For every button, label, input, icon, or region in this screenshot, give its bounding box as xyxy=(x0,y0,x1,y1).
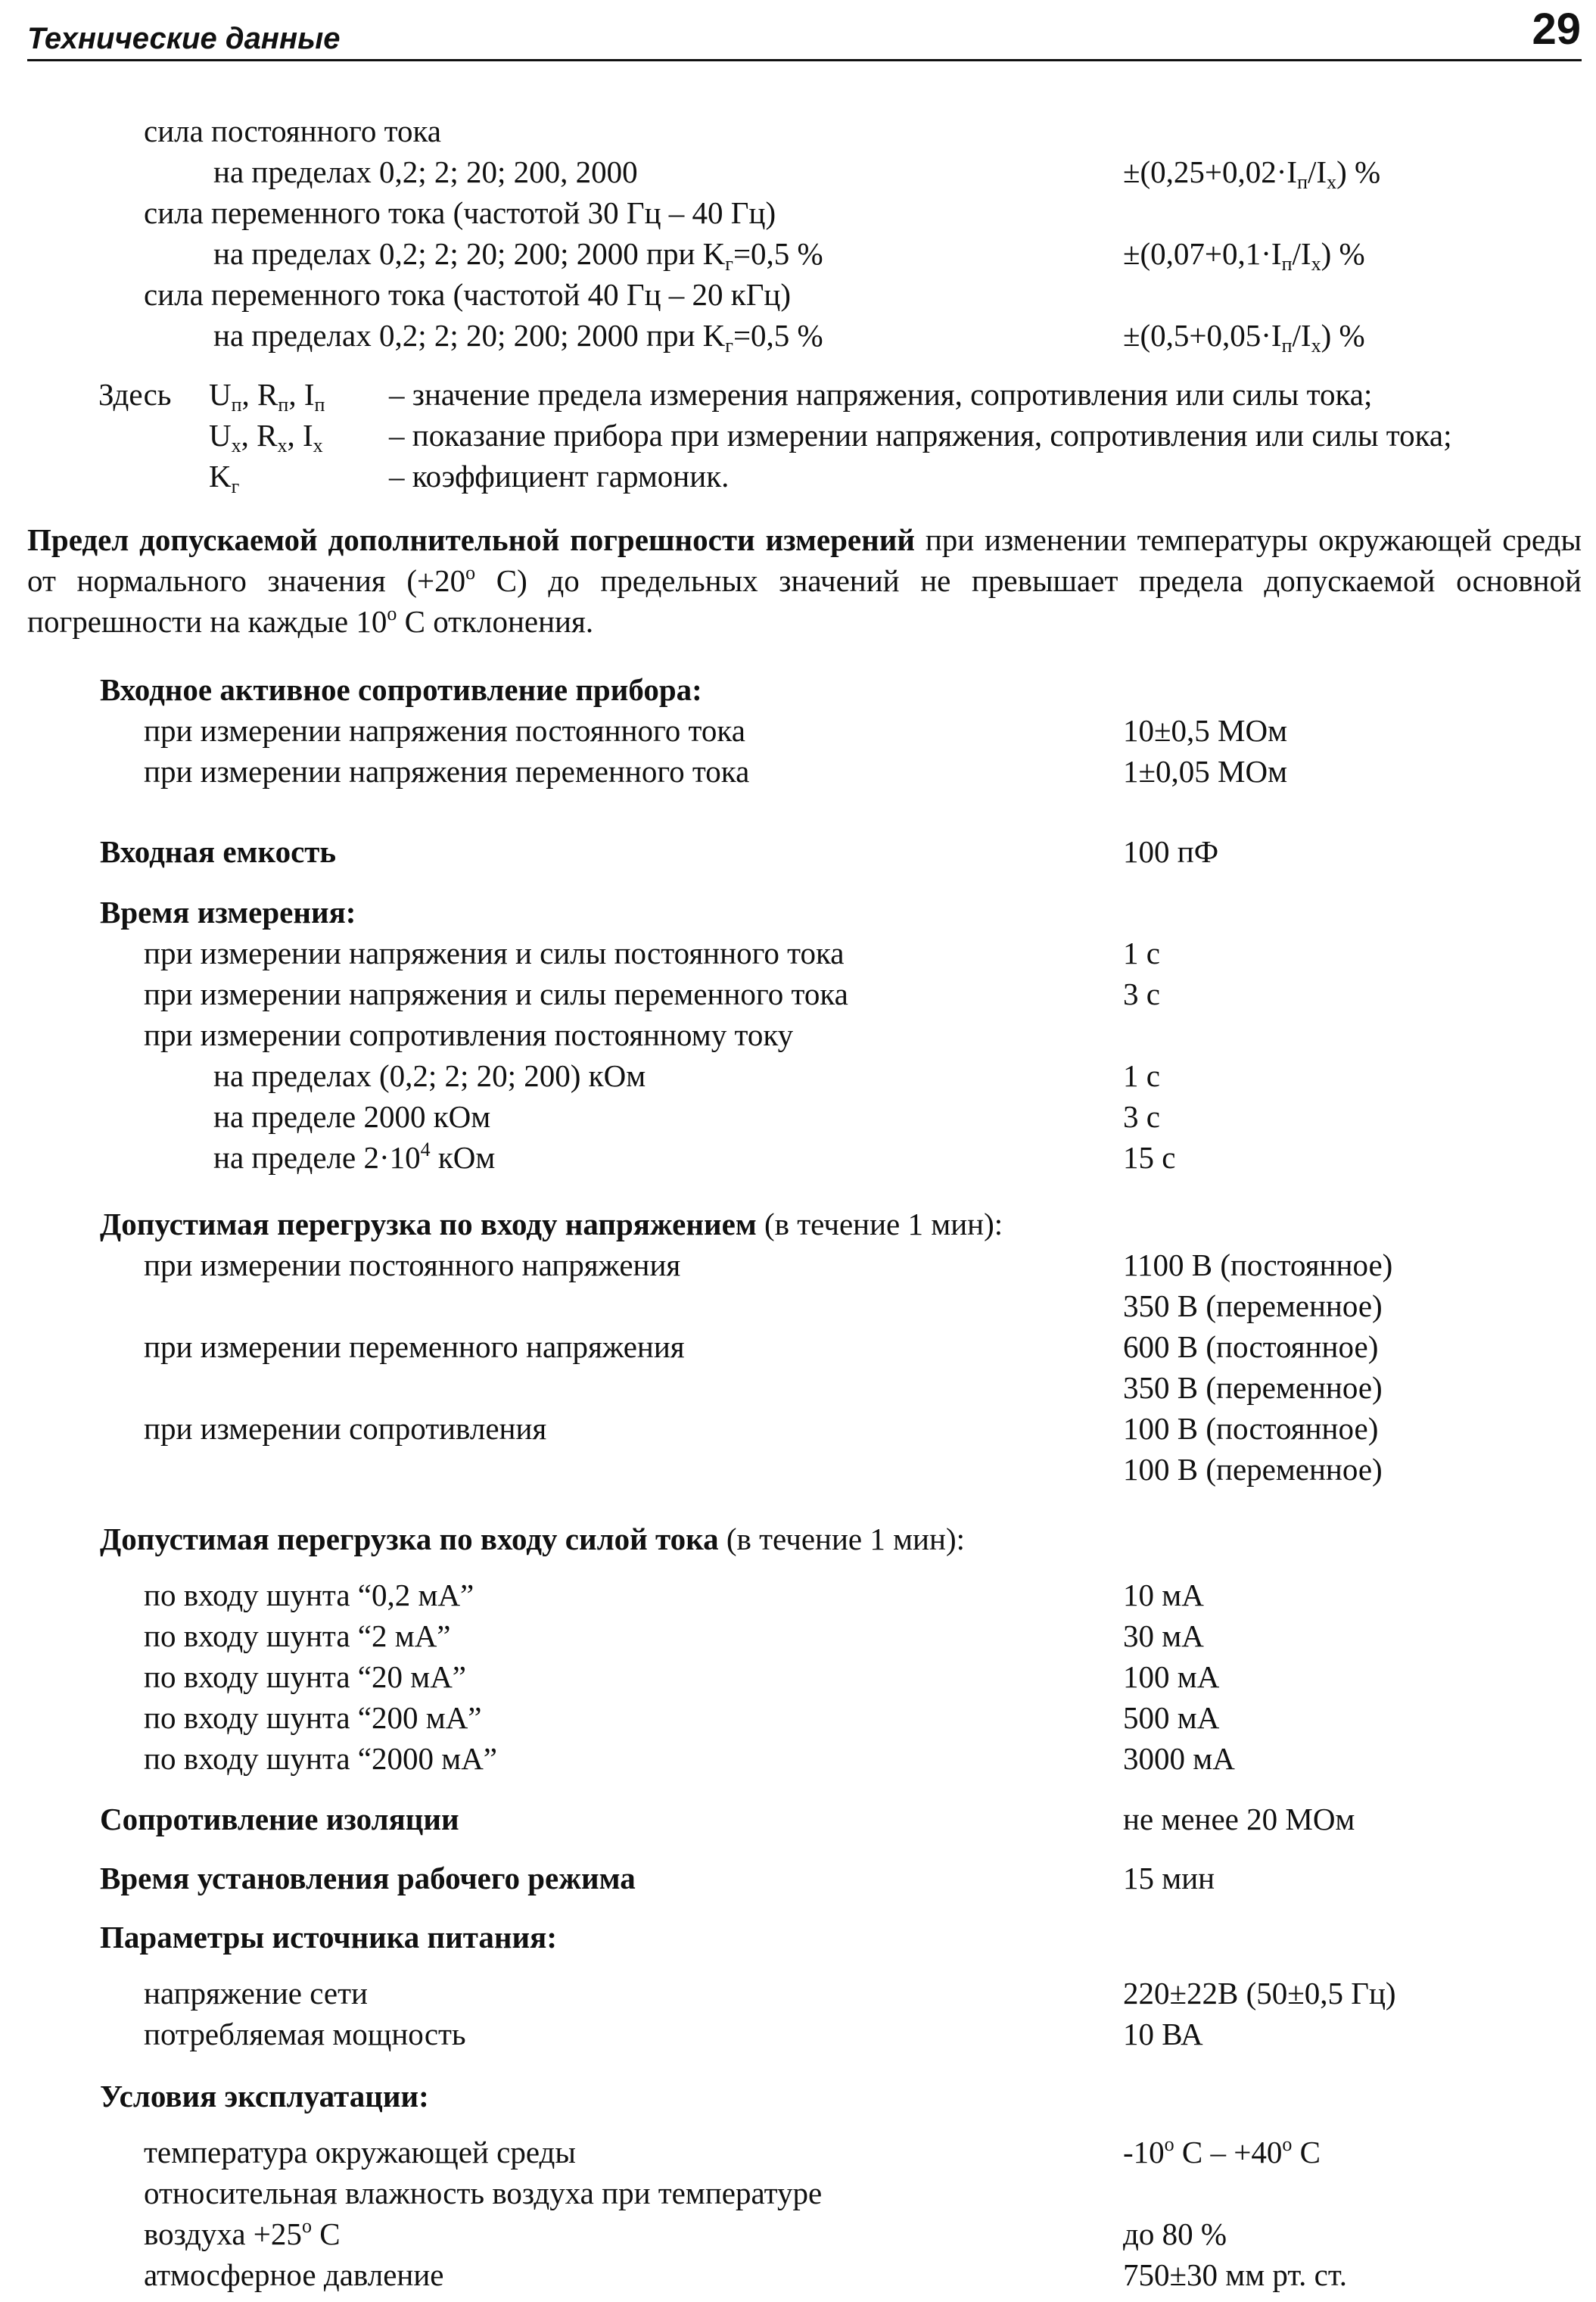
insulation-section xyxy=(0,1799,1596,1839)
spec-row xyxy=(0,192,1596,233)
spec-value: 100 мА xyxy=(1123,1659,1220,1694)
spec-value: 100 В (постоянное) xyxy=(1123,1411,1379,1446)
spec-label: воздуха $+25^o$ C xyxy=(144,2215,341,2251)
section-title-row xyxy=(0,1204,1596,1244)
spec-value: 3 с xyxy=(1123,1099,1160,1134)
section-title: Параметры источника питания: xyxy=(100,1920,557,1955)
section-title: Допустимая перегрузка по входу силой тока (в течение 1 мин): xyxy=(100,1522,965,1556)
spec-value: 10±0,5 МОм xyxy=(1123,713,1288,748)
spec-row xyxy=(0,233,1596,274)
spec-label: на пределах 0,2; 2; 20; 200; 2000 при $K_г=0,5$ % xyxy=(213,236,823,275)
legend-description: – значение предела измерения напряжения, сопротивления или силы тока; xyxy=(389,377,1373,412)
spec-value: -10$^o$ $C - +40^o$ C xyxy=(1123,2133,1321,2170)
spec-label: на пределе 2000 кОм xyxy=(213,1099,491,1134)
current-errors-block xyxy=(0,111,1596,356)
spec-value: 350 В (переменное) xyxy=(1123,1288,1383,1323)
symbol-legend xyxy=(0,374,1596,497)
legend-symbol: $U_п$, $R_п$, $I_п$ xyxy=(209,377,325,416)
spec-value: 220±22В (50±0,5 Гц) xyxy=(1123,1976,1396,2011)
spec-value: 3000 мА xyxy=(1123,1741,1235,1776)
spec-value: 600 В (постоянное) xyxy=(1123,1329,1379,1364)
spec-label: на пределах (0,2; 2; 20; 200) кОм xyxy=(213,1058,646,1093)
spec-row xyxy=(0,1326,1596,1367)
spec-value: $\pm(0,5+0,05\cdot I_п/I_x)$ % xyxy=(1123,318,1365,357)
spec-row xyxy=(0,2254,1596,2295)
spec-row xyxy=(0,315,1596,356)
spec-label: сила переменного тока (частотой 40 Гц – 20 кГц) xyxy=(144,277,792,312)
spec-value: $\pm(0,07+0,1\cdot I_п/I_x)$ % xyxy=(1123,236,1365,275)
spec-value: 3 с xyxy=(1123,977,1160,1011)
spec-label: на пределе $2\cdot 10^4$ кОм xyxy=(213,1139,496,1175)
spec-value: 30 мА xyxy=(1123,1618,1204,1653)
spec-row xyxy=(0,1408,1596,1449)
spec-label: при измерении переменного напряжения xyxy=(144,1329,685,1364)
spec-label: на пределах 0,2; 2; 20; 200; 2000 при $K_г=0,5$ % xyxy=(213,318,823,357)
spec-value: 10 ВА xyxy=(1123,2017,1203,2051)
spec-value: 15 с xyxy=(1123,1140,1176,1175)
spec-row xyxy=(0,1096,1596,1137)
spec-label: потребляемая мощность xyxy=(144,2017,466,2051)
spec-row xyxy=(0,1575,1596,1615)
spec-row xyxy=(0,1973,1596,2014)
spec-row xyxy=(0,1285,1596,1326)
spec-row xyxy=(0,751,1596,792)
power-supply-section xyxy=(0,1917,1596,2054)
spec-row xyxy=(0,710,1596,751)
spec-row xyxy=(0,1799,1596,1839)
spec-label: при измерении напряжения переменного тока xyxy=(144,754,750,789)
section-title-row xyxy=(0,669,1596,710)
spec-row xyxy=(0,933,1596,973)
section-title: Сопротивление изоляции xyxy=(100,1802,459,1836)
section-title: Входная емкость xyxy=(100,834,337,869)
section-title-row xyxy=(0,2076,1596,2117)
legend-row xyxy=(0,456,1596,497)
spec-label: по входу шунта “200 мА” xyxy=(144,1700,482,1735)
section-title: Допустимая перегрузка по входу напряжением (в течение 1 мин): xyxy=(100,1207,1003,1241)
section-title: Входное активное сопротивление прибора: xyxy=(100,672,702,707)
spec-label: напряжение сети xyxy=(144,1976,368,2011)
measurement-time-section xyxy=(0,892,1596,1178)
spec-label: по входу шунта “0,2 мА” xyxy=(144,1578,474,1612)
spec-row xyxy=(0,1014,1596,1055)
section-title: Условия эксплуатации: xyxy=(100,2079,429,2114)
spec-row xyxy=(0,151,1596,192)
spec-value: 100 В (переменное) xyxy=(1123,1452,1383,1487)
legend-symbol: $U_x$, $R_x$, $I_x$ xyxy=(209,418,323,456)
spec-row xyxy=(0,1367,1596,1408)
spec-row xyxy=(0,1615,1596,1656)
spec-row xyxy=(0,1449,1596,1490)
spec-row xyxy=(0,1656,1596,1697)
spec-row xyxy=(0,973,1596,1014)
spec-label: по входу шунта “2000 мА” xyxy=(144,1741,497,1776)
spec-value: $\pm(0,25+0,02\cdot I_п/I_x)$ % xyxy=(1123,154,1381,193)
spec-value: 1 с xyxy=(1123,936,1160,970)
warmup-section xyxy=(0,1858,1596,1899)
spec-row xyxy=(0,1137,1596,1178)
spec-label: температура окружающей среды xyxy=(144,2135,576,2170)
spec-row xyxy=(0,831,1596,872)
spec-row xyxy=(0,1738,1596,1779)
legend-row xyxy=(0,374,1596,415)
spec-value: 10 мА xyxy=(1123,1578,1204,1612)
input-capacitance-section xyxy=(0,831,1596,872)
spec-label: относительная влажность воздуха при температуре xyxy=(144,2176,823,2210)
running-header-title: Технические данные xyxy=(27,22,341,55)
spec-row xyxy=(0,1244,1596,1285)
section-title: Время установления рабочего режима xyxy=(100,1861,636,1895)
section-title-row xyxy=(0,892,1596,933)
spec-value: 1 с xyxy=(1123,1058,1160,1093)
spec-row xyxy=(0,1055,1596,1096)
spec-value: 500 мА xyxy=(1123,1700,1220,1735)
spec-label: при измерении сопротивления постоянному току xyxy=(144,1017,794,1052)
section-title: Время измерения: xyxy=(100,895,356,930)
spec-value: 1±0,05 МОм xyxy=(1123,754,1288,789)
spec-label: при измерении напряжения постоянного тока xyxy=(144,713,745,748)
legend-description: – показание прибора при измерении напряжения, сопротивления или силы тока; xyxy=(389,418,1452,453)
spec-label: при измерении постоянного напряжения xyxy=(144,1248,681,1282)
legend-description: – коэффициент гармоник. xyxy=(389,459,730,494)
spec-label: при измерении напряжения и силы постоянного тока xyxy=(144,936,845,970)
spec-label: сила переменного тока (частотой 30 Гц – 40 Гц) xyxy=(144,195,776,230)
spec-label: сила постоянного тока xyxy=(144,114,441,148)
operating-conditions-section xyxy=(0,2076,1596,2295)
spec-row xyxy=(0,274,1596,315)
spec-value: 350 В (переменное) xyxy=(1123,1370,1383,1405)
current-overload-section xyxy=(0,1519,1596,1779)
additional-error-paragraph: Предел допускаемой дополнительной погрешности измерений при изменении температуры окружающей среды от нормального значения ($+20^o$ C) до предельных значений не превышает предела допускаемой основной погрешности на каждые 10$^o$ C отклонения. xyxy=(27,522,1582,639)
spec-row xyxy=(0,1697,1596,1738)
legend-row xyxy=(0,415,1596,456)
section-title-row xyxy=(0,1917,1596,1958)
spec-value: 750±30 мм рт. ст. xyxy=(1123,2257,1347,2292)
header-rule xyxy=(27,59,1582,61)
spec-row xyxy=(0,2132,1596,2173)
input-resistance-section xyxy=(0,669,1596,792)
spec-label: по входу шунта “20 мА” xyxy=(144,1659,466,1694)
spec-value: до 80 % xyxy=(1123,2216,1227,2251)
spec-row xyxy=(0,2213,1596,2254)
section-title-row xyxy=(0,1519,1596,1559)
spec-label: атмосферное давление xyxy=(144,2257,444,2292)
spec-row xyxy=(0,111,1596,151)
voltage-overload-section xyxy=(0,1204,1596,1490)
spec-row xyxy=(0,2173,1596,2213)
spec-value: 15 мин xyxy=(1123,1861,1215,1895)
page-number: 29 xyxy=(1532,5,1581,54)
spec-value: не менее 20 МОм xyxy=(1123,1802,1355,1836)
spec-row xyxy=(0,1858,1596,1899)
spec-label: при измерении сопротивления xyxy=(144,1411,547,1446)
spec-row xyxy=(0,2014,1596,2054)
spec-label: по входу шунта “2 мА” xyxy=(144,1618,451,1653)
spec-value: 100 пФ xyxy=(1123,834,1219,869)
spec-label: на пределах 0,2; 2; 20; 200, 2000 xyxy=(213,154,638,189)
legend-here-label: Здесь xyxy=(98,377,172,412)
spec-value: 1100 В (постоянное) xyxy=(1123,1248,1393,1282)
spec-label: при измерении напряжения и силы переменного тока xyxy=(144,977,848,1011)
legend-symbol: $K_г$ xyxy=(209,459,240,497)
